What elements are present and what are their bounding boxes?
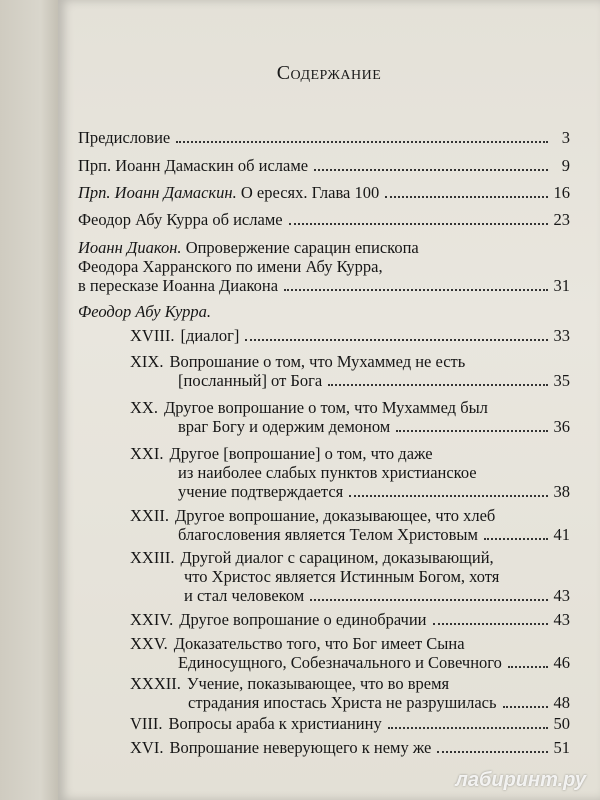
- leader-dots: [314, 169, 548, 171]
- entry-line: враг Богу и одержим демоном: [178, 417, 391, 436]
- toc-entry: [78, 238, 570, 295]
- entry-line: в пересказе Иоанна Диакона: [78, 276, 279, 295]
- toc-subentry: [130, 548, 570, 605]
- entry-line: Учение, показывающее, что во время: [186, 674, 450, 693]
- entry-author: Феодор Абу Курра.: [78, 302, 211, 321]
- entry-text: Феодор Абу Курра об исламе: [78, 210, 283, 229]
- entry-text: Другое вопрошание о единобрачии: [179, 610, 427, 629]
- page-number: 46: [553, 653, 570, 672]
- chapter-number: XXIII.: [130, 548, 175, 567]
- leader-dots: [433, 623, 548, 625]
- chapter-number: XVIII.: [130, 326, 175, 345]
- entry-line: Другое вопрошание о том, что Мухаммед был: [163, 398, 488, 417]
- entry-line: что Христос является Истинным Богом, хотя: [184, 567, 500, 586]
- page-number: 43: [553, 586, 570, 605]
- chapter-number: XXV.: [130, 634, 168, 653]
- toc-subentry: [130, 326, 570, 345]
- leader-dots: [284, 289, 547, 291]
- page-number: 16: [553, 183, 570, 202]
- entry-line: Единосущного, Собезначального и Совечного: [178, 653, 502, 672]
- entry-line: Другой диалог с сарацином, доказывающий,: [180, 548, 494, 567]
- entry-line: Другое [вопрошание] о том, что даже: [169, 444, 433, 463]
- page-number: 51: [553, 738, 570, 757]
- entry-line: и стал человеком: [184, 586, 305, 605]
- toc-subentry: [130, 444, 570, 501]
- leader-dots: [385, 196, 547, 198]
- leader-dots: [289, 223, 548, 225]
- toc-subentry: [130, 352, 570, 390]
- leader-dots: [176, 141, 548, 143]
- entry-text: О ересях. Глава 100: [240, 183, 380, 202]
- entry-text: Прп. Иоанн Дамаскин об исламе: [78, 156, 309, 175]
- page-number: 50: [553, 714, 570, 733]
- leader-dots: [437, 751, 547, 753]
- page-number: 43: [553, 610, 570, 629]
- entry-line: Опровержение сарацин епископа: [185, 238, 419, 257]
- toc-subentry: [130, 506, 570, 544]
- page-number: 9: [561, 156, 570, 175]
- chapter-number: XXIV.: [130, 610, 174, 629]
- entry-author: Прп. Иоанн Дамаскин.: [78, 183, 237, 202]
- left-page-edge: [0, 0, 58, 800]
- page-number: 3: [561, 128, 570, 147]
- chapter-number: XXI.: [130, 444, 164, 463]
- entry-author: Иоанн Диакон.: [78, 238, 182, 257]
- leader-dots: [484, 538, 548, 540]
- chapter-number: XXII.: [130, 506, 169, 525]
- entry-line: благословения является Телом Христовым: [178, 525, 478, 544]
- toc-entry: [78, 302, 570, 321]
- leader-dots: [396, 430, 547, 432]
- toc-entry: [78, 156, 570, 175]
- page-number: 31: [553, 276, 570, 295]
- leader-dots: [310, 599, 547, 601]
- watermark-logo: лабиринт.ру: [455, 769, 586, 791]
- leader-dots: [349, 495, 547, 497]
- chapter-number: XXXII.: [130, 674, 181, 693]
- leader-dots: [328, 384, 547, 386]
- entry-text: [диалог]: [180, 326, 240, 345]
- entry-line: из наиболее слабых пунктов христианское: [178, 463, 477, 482]
- page-number: 33: [553, 326, 570, 345]
- page-number: 35: [553, 371, 570, 390]
- toc-entry-preface: [78, 128, 570, 147]
- entry-line: Другое вопрошание, доказывающее, что хлеб: [174, 506, 496, 525]
- toc-entry: [78, 210, 570, 229]
- leader-dots: [245, 339, 547, 341]
- chapter-number: XIX.: [130, 352, 164, 371]
- entry-text: Вопрошание неверующего к нему же: [169, 738, 432, 757]
- leader-dots: [388, 727, 548, 729]
- chapter-number: XX.: [130, 398, 158, 417]
- toc-subentry: [130, 610, 570, 629]
- page-title: Содержание: [276, 62, 382, 84]
- entry-line: страдания ипостась Христа не разрушилась: [188, 693, 497, 712]
- toc-entry: [78, 183, 570, 202]
- page-number: 48: [553, 693, 570, 712]
- book-page: [58, 0, 600, 800]
- chapter-number: VIII.: [130, 714, 163, 733]
- entry-line: учение подтверждается: [178, 482, 344, 501]
- entry-line: Феодора Харранского по имени Абу Курра,: [78, 257, 383, 276]
- chapter-number: XVI.: [130, 738, 164, 757]
- toc-subentry: [130, 714, 570, 733]
- toc-subentry: [130, 634, 570, 672]
- leader-dots: [508, 666, 548, 668]
- toc-subentry: [130, 738, 570, 757]
- entry-text: Предисловие: [78, 128, 171, 147]
- page-number: 23: [553, 210, 570, 229]
- page-number: 36: [553, 417, 570, 436]
- entry-line: Доказательство того, что Бог имеет Сына: [173, 634, 465, 653]
- entry-line: [посланный] от Бога: [178, 371, 323, 390]
- entry-text: Вопросы араба к христианину: [168, 714, 382, 733]
- leader-dots: [503, 706, 548, 708]
- toc-subentry: [130, 398, 570, 436]
- page-number: 41: [553, 525, 570, 544]
- entry-line: Вопрошание о том, что Мухаммед не есть: [169, 352, 466, 371]
- page-number: 38: [553, 482, 570, 501]
- toc-subentry: [130, 674, 570, 712]
